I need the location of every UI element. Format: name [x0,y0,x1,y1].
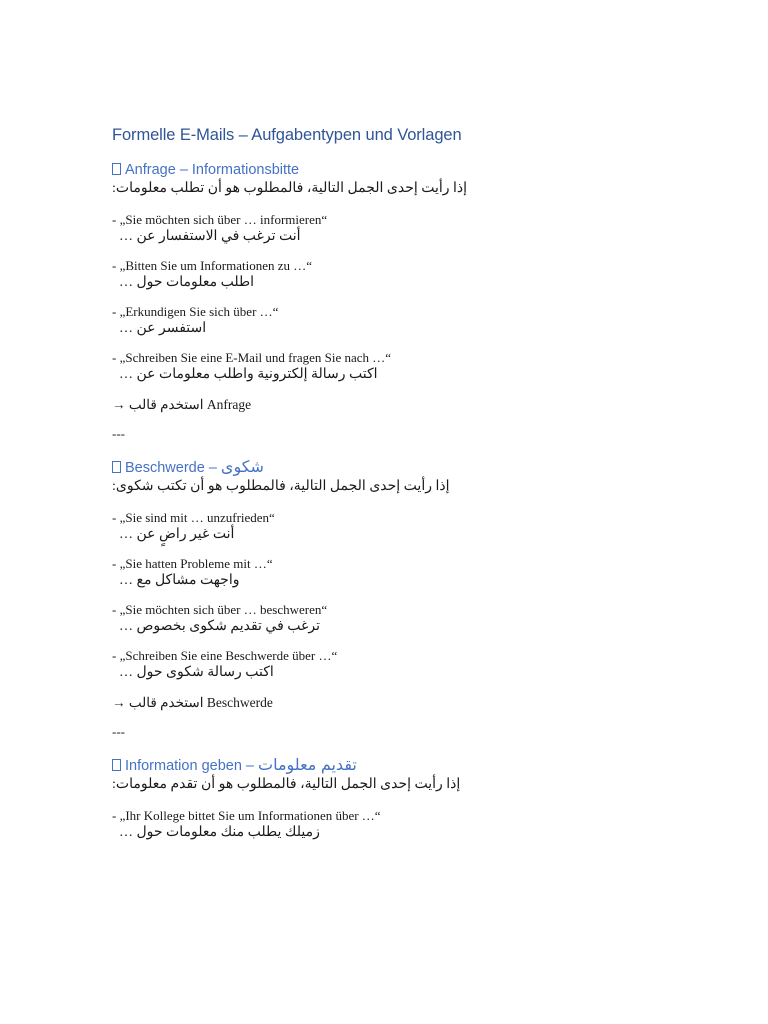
section-heading-label: Beschwerde – [125,460,221,476]
item-german: - „Sie möchten sich über … beschweren“ [112,602,328,617]
item-arabic: أنت غير راضٍ عن … [119,527,235,542]
item-arabic: ترغب في تقديم شكوى بخصوص … [119,619,320,634]
section-information-geben [112,756,652,842]
template-name: Beschwerde [206,695,273,710]
template-hint-arabic: استخدم قالب [128,695,204,710]
arrow-icon: → [112,397,126,412]
template-hint [112,694,652,712]
item-arabic: واجهت مشاكل مع … [119,573,240,588]
template-hint-arabic: استخدم قالب [128,397,204,412]
item-german: - „Sie hatten Probleme mit …“ [112,556,273,571]
section-intro: إذا رأيت إحدى الجمل التالية، فالمطلوب هو أن تطلب معلومات: [112,181,468,196]
section-intro: إذا رأيت إحدى الجمل التالية، فالمطلوب هو أن تكتب شكوى: [112,479,450,494]
document-title: Formelle E-Mails – Aufgabentypen und Vorlagen [112,126,462,144]
separator: --- [112,724,125,739]
list-item [112,510,652,544]
list-item [112,602,652,636]
item-german: - „Schreiben Sie eine E-Mail und fragen Sie nach …“ [112,350,392,365]
list-item [112,304,652,338]
list-item [112,258,652,292]
missing-glyph-icon [112,759,121,771]
item-german: - „Ihr Kollege bittet Sie um Informationen über …“ [112,808,381,823]
section-heading-label: Anfrage – Informationsbitte [125,162,300,178]
item-arabic: استفسر عن … [119,321,207,336]
document-page [112,124,652,854]
section-heading-arabic: شكوى [220,459,264,476]
section-heading-arabic: تقديم معلومات [258,757,357,774]
missing-glyph-icon [112,163,121,175]
section-intro: إذا رأيت إحدى الجمل التالية، فالمطلوب هو أن تقدم معلومات: [112,777,461,792]
item-arabic: اكتب رسالة إلكترونية واطلب معلومات عن … [119,367,378,382]
section-heading [112,756,652,776]
section-heading-label: Information geben – [125,758,259,774]
list-item [112,212,652,246]
item-german: - „Schreiben Sie eine Beschwerde über …“ [112,648,338,663]
item-german: - „Sie sind mit … unzufrieden“ [112,510,275,525]
item-german: - „Erkundigen Sie sich über …“ [112,304,279,319]
template-hint [112,396,652,414]
item-arabic: اكتب رسالة شكوى حول … [119,665,274,680]
item-german: - „Sie möchten sich über … informieren“ [112,212,328,227]
item-arabic: زميلك يطلب منك معلومات حول … [119,825,320,840]
item-arabic: أنت ترغب في الاستفسار عن … [119,229,301,244]
missing-glyph-icon [112,461,121,473]
section-anfrage [112,160,652,414]
section-heading [112,458,652,478]
separator: --- [112,426,125,441]
item-german: - „Bitten Sie um Informationen zu …“ [112,258,313,273]
list-item [112,556,652,590]
template-name: Anfrage [206,397,252,412]
section-heading [112,160,652,180]
arrow-icon: → [112,695,126,710]
list-item [112,808,652,842]
list-item [112,350,652,384]
item-arabic: اطلب معلومات حول … [119,275,255,290]
section-beschwerde [112,458,652,712]
list-item [112,648,652,682]
